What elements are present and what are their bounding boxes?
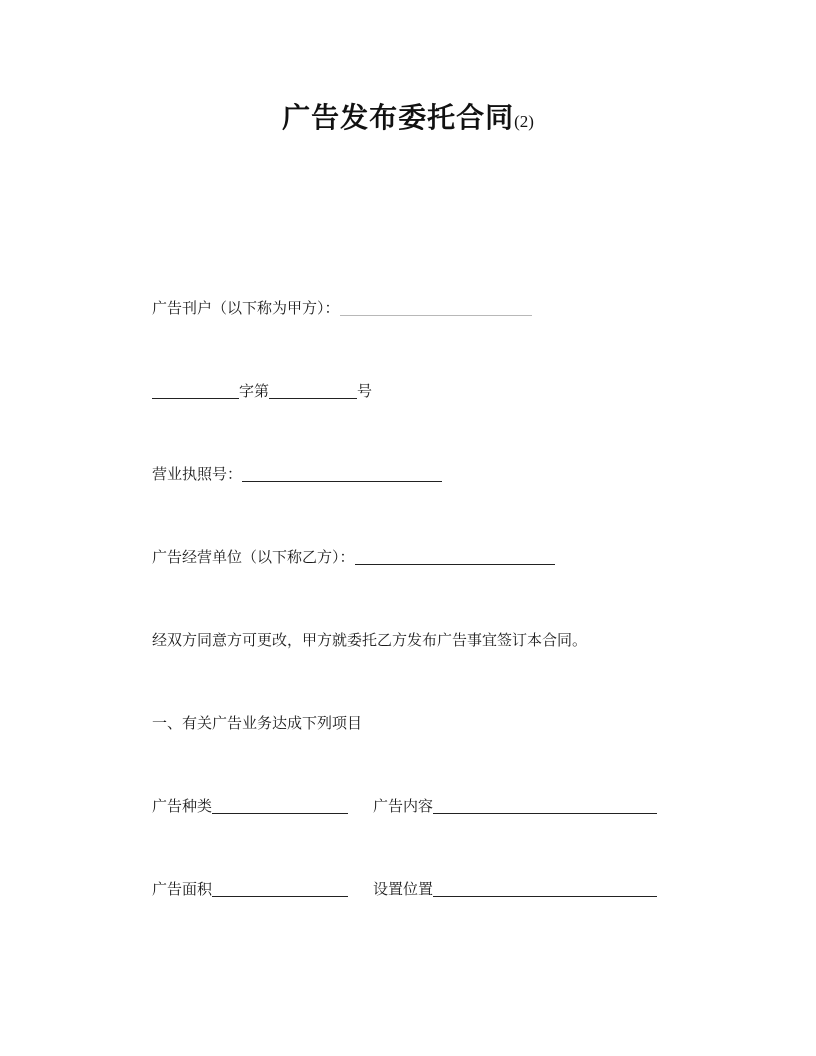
number-blank[interactable]: [269, 382, 357, 399]
ad-area-blank[interactable]: [212, 880, 348, 897]
advertiser-line: [152, 298, 532, 318]
license-line: [152, 464, 442, 484]
section1-heading: [152, 713, 362, 733]
operator-label: 广告经营单位（以下称乙方）：: [152, 548, 355, 566]
operator-blank[interactable]: [355, 548, 555, 565]
license-blank[interactable]: [242, 465, 442, 482]
ad-type-label: 广告种类: [152, 797, 213, 815]
zi-di-label: 字第: [239, 382, 270, 400]
position-blank[interactable]: [433, 880, 657, 897]
document-title: [0, 96, 816, 136]
ad-area-label: 广告面积: [152, 880, 213, 898]
position-label: 设置位置: [373, 880, 434, 898]
ad-type-blank[interactable]: [212, 797, 348, 814]
intro-text: 经双方同意方可更改，甲方就委托乙方发布广告事宜签订本合同。: [152, 631, 588, 649]
advertiser-label: 广告刊户（以下称为甲方）：: [152, 299, 340, 317]
ad-content-label: 广告内容: [373, 797, 434, 815]
ad-content-blank[interactable]: [433, 797, 657, 814]
license-label: 营业执照号：: [152, 465, 243, 483]
ad-type-content-line: [152, 796, 657, 816]
ad-area-position-line: [152, 879, 657, 899]
title-suffix: (2): [514, 112, 534, 131]
advertiser-blank[interactable]: [340, 299, 532, 316]
operator-line: [152, 547, 555, 567]
title-main: 广告发布委托合同: [282, 101, 515, 134]
number-prefix-blank[interactable]: [152, 382, 239, 399]
hao-label: 号: [357, 382, 373, 400]
document-number-line: [152, 381, 372, 401]
section1-heading-text: 一、有关广告业务达成下列项目: [152, 714, 363, 732]
intro-paragraph: [152, 630, 587, 650]
